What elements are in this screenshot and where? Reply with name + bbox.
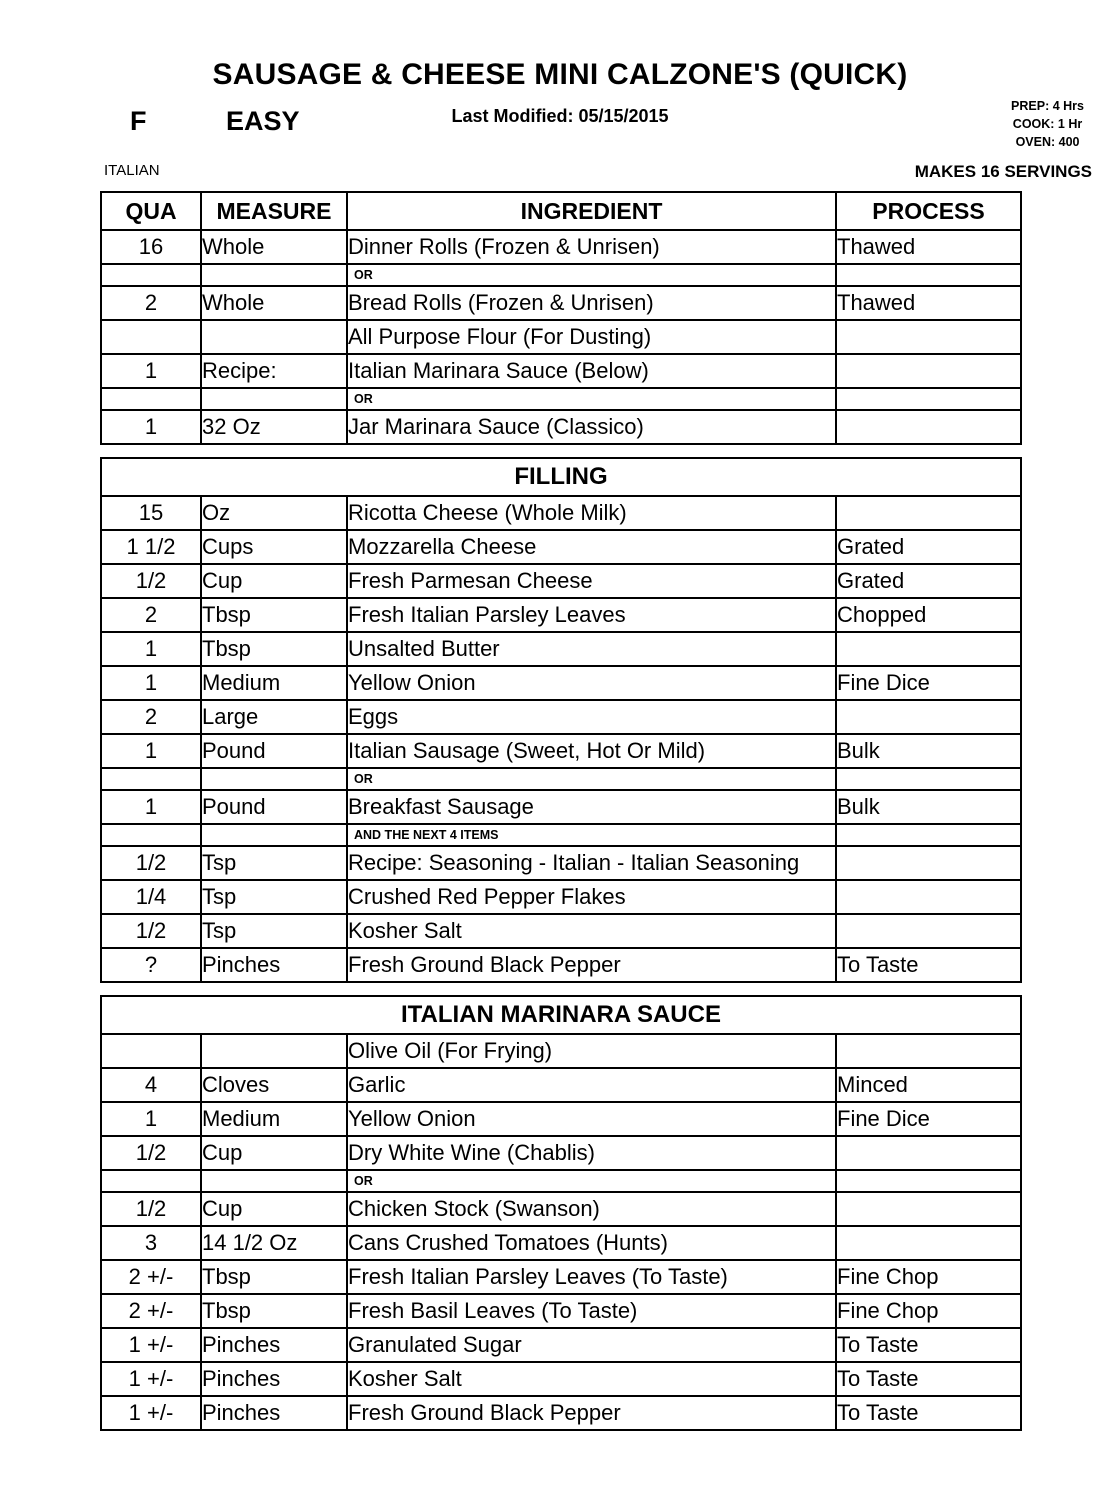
cell-measure: Oz — [201, 496, 347, 530]
section-gap — [101, 444, 1021, 458]
table-row — [101, 846, 1021, 880]
table-row — [101, 1328, 1021, 1362]
cell-ingredient: Italian Marinara Sauce (Below) — [347, 354, 836, 388]
cell-quantity: 4 — [101, 1068, 201, 1102]
note-qua-cell — [101, 768, 201, 790]
note-measure-cell — [201, 264, 347, 286]
cell-ingredient: Kosher Salt — [347, 1362, 836, 1396]
table-row — [101, 1192, 1021, 1226]
cell-ingredient: Cans Crushed Tomatoes (Hunts) — [347, 1226, 836, 1260]
cell-ingredient: Mozzarella Cheese — [347, 530, 836, 564]
cell-quantity: ? — [101, 948, 201, 982]
cell-process: Chopped — [836, 598, 1021, 632]
cell-process — [836, 846, 1021, 880]
cell-ingredient: Fresh Ground Black Pepper — [347, 1396, 836, 1430]
column-header-measure: MEASURE — [201, 192, 347, 230]
prep-time: PREP: 4 Hrs — [1011, 99, 1084, 113]
difficulty-letter: F — [130, 106, 147, 136]
table-row — [101, 286, 1021, 320]
table-body — [101, 230, 1021, 1430]
cell-quantity: 1 — [101, 790, 201, 824]
cell-quantity: 1 — [101, 1102, 201, 1136]
cell-ingredient: Bread Rolls (Frozen & Unrisen) — [347, 286, 836, 320]
cell-measure: Tbsp — [201, 1294, 347, 1328]
cell-process: To Taste — [836, 948, 1021, 982]
cell-quantity: 1 — [101, 666, 201, 700]
table-note-row — [101, 1170, 1021, 1192]
cell-quantity: 2 — [101, 598, 201, 632]
recipe-page — [0, 58, 1120, 1509]
cell-measure: Tbsp — [201, 632, 347, 666]
cell-process — [836, 880, 1021, 914]
cell-measure: Cup — [201, 1136, 347, 1170]
note-measure-cell — [201, 768, 347, 790]
note-measure-cell — [201, 1170, 347, 1192]
section-heading: FILLING — [101, 458, 1021, 496]
cell-process: Thawed — [836, 230, 1021, 264]
cell-ingredient: Recipe: Seasoning - Italian - Italian Seasoning — [347, 846, 836, 880]
cell-measure: Pinches — [201, 1362, 347, 1396]
cell-measure: Whole — [201, 230, 347, 264]
cell-process: Minced — [836, 1068, 1021, 1102]
note-qua-cell — [101, 264, 201, 286]
section-heading-row — [101, 458, 1021, 496]
cell-measure: Tsp — [201, 880, 347, 914]
cell-measure — [201, 320, 347, 354]
table-row — [101, 1136, 1021, 1170]
cell-ingredient: Yellow Onion — [347, 1102, 836, 1136]
cell-ingredient: Italian Sausage (Sweet, Hot Or Mild) — [347, 734, 836, 768]
cell-process — [836, 914, 1021, 948]
cell-measure: Medium — [201, 666, 347, 700]
table-row — [101, 632, 1021, 666]
cell-ingredient: Jar Marinara Sauce (Classico) — [347, 410, 836, 444]
cell-quantity: 1 — [101, 354, 201, 388]
note-text: AND THE NEXT 4 ITEMS — [347, 824, 836, 846]
cell-ingredient: Eggs — [347, 700, 836, 734]
cell-quantity: 1 — [101, 734, 201, 768]
cell-measure: Cup — [201, 564, 347, 598]
table-row — [101, 1396, 1021, 1430]
cell-process: Fine Dice — [836, 666, 1021, 700]
cell-process — [836, 1136, 1021, 1170]
cell-ingredient: Crushed Red Pepper Flakes — [347, 880, 836, 914]
cell-measure: Cups — [201, 530, 347, 564]
table-note-row — [101, 824, 1021, 846]
table-row — [101, 230, 1021, 264]
cell-measure: Pound — [201, 734, 347, 768]
table-row — [101, 320, 1021, 354]
table-header-row — [101, 192, 1021, 230]
cell-ingredient: Fresh Italian Parsley Leaves — [347, 598, 836, 632]
cell-process — [836, 1034, 1021, 1068]
cell-measure: Pound — [201, 790, 347, 824]
cell-quantity: 2 — [101, 286, 201, 320]
table-row — [101, 1294, 1021, 1328]
table-row — [101, 1034, 1021, 1068]
column-header-ingredient: INGREDIENT — [347, 192, 836, 230]
cell-ingredient: Breakfast Sausage — [347, 790, 836, 824]
cell-quantity: 2 +/- — [101, 1260, 201, 1294]
cell-ingredient: Yellow Onion — [347, 666, 836, 700]
cell-process — [836, 354, 1021, 388]
cuisine-label: ITALIAN — [104, 162, 160, 179]
cell-process — [836, 1192, 1021, 1226]
cell-process: Bulk — [836, 734, 1021, 768]
section-gap — [101, 982, 1021, 996]
cell-process: Fine Chop — [836, 1294, 1021, 1328]
table-row — [101, 914, 1021, 948]
cell-measure: Tbsp — [201, 1260, 347, 1294]
cell-process: Fine Chop — [836, 1260, 1021, 1294]
cell-ingredient: Ricotta Cheese (Whole Milk) — [347, 496, 836, 530]
cell-quantity: 1/4 — [101, 880, 201, 914]
cell-quantity: 1 +/- — [101, 1328, 201, 1362]
cell-ingredient: Fresh Ground Black Pepper — [347, 948, 836, 982]
cell-quantity: 1/2 — [101, 914, 201, 948]
column-header-qua: QUA — [101, 192, 201, 230]
note-process-cell — [836, 1170, 1021, 1192]
cell-process — [836, 410, 1021, 444]
cell-ingredient: Fresh Italian Parsley Leaves (To Taste) — [347, 1260, 836, 1294]
difficulty-label: EASY — [226, 106, 300, 136]
cell-process: To Taste — [836, 1396, 1021, 1430]
cell-measure: Medium — [201, 1102, 347, 1136]
cell-quantity: 3 — [101, 1226, 201, 1260]
note-measure-cell — [201, 824, 347, 846]
cell-quantity: 1/2 — [101, 564, 201, 598]
cell-process — [836, 632, 1021, 666]
cell-ingredient: All Purpose Flour (For Dusting) — [347, 320, 836, 354]
cell-measure: 32 Oz — [201, 410, 347, 444]
cell-quantity: 1 1/2 — [101, 530, 201, 564]
table-row — [101, 354, 1021, 388]
note-text: OR — [347, 768, 836, 790]
cell-measure: Large — [201, 700, 347, 734]
table-note-row — [101, 264, 1021, 286]
cell-process — [836, 1226, 1021, 1260]
cell-quantity: 2 — [101, 700, 201, 734]
cell-measure: Pinches — [201, 1396, 347, 1430]
cell-quantity: 1/2 — [101, 846, 201, 880]
note-text: OR — [347, 388, 836, 410]
cell-quantity: 1 +/- — [101, 1362, 201, 1396]
servings-label: MAKES 16 SERVINGS — [914, 162, 1092, 181]
cell-quantity: 15 — [101, 496, 201, 530]
note-process-cell — [836, 768, 1021, 790]
cell-measure — [201, 1034, 347, 1068]
header-meta-row — [0, 98, 1120, 160]
cell-ingredient: Garlic — [347, 1068, 836, 1102]
cell-ingredient: Kosher Salt — [347, 914, 836, 948]
cell-process: Grated — [836, 564, 1021, 598]
table-row — [101, 1068, 1021, 1102]
table-row — [101, 880, 1021, 914]
cell-quantity: 1 +/- — [101, 1396, 201, 1430]
note-qua-cell — [101, 824, 201, 846]
table-row — [101, 948, 1021, 982]
cell-quantity — [101, 320, 201, 354]
cell-process: Thawed — [836, 286, 1021, 320]
table-row — [101, 564, 1021, 598]
table-row — [101, 790, 1021, 824]
cell-quantity — [101, 1034, 201, 1068]
table-row — [101, 1102, 1021, 1136]
cell-process: Bulk — [836, 790, 1021, 824]
last-modified: Last Modified: 05/15/2015 — [451, 106, 669, 126]
cell-process — [836, 700, 1021, 734]
cell-ingredient: Unsalted Butter — [347, 632, 836, 666]
table-row — [101, 410, 1021, 444]
ingredients-table — [100, 191, 1022, 1431]
cell-process: To Taste — [836, 1328, 1021, 1362]
note-qua-cell — [101, 1170, 201, 1192]
column-header-process: PROCESS — [836, 192, 1021, 230]
table-row — [101, 1226, 1021, 1260]
cell-quantity: 16 — [101, 230, 201, 264]
cell-ingredient: Fresh Basil Leaves (To Taste) — [347, 1294, 836, 1328]
cell-ingredient: Dry White Wine (Chablis) — [347, 1136, 836, 1170]
cell-measure: Tsp — [201, 846, 347, 880]
cell-ingredient: Chicken Stock (Swanson) — [347, 1192, 836, 1226]
cell-measure: 14 1/2 Oz — [201, 1226, 347, 1260]
cell-measure: Recipe: — [201, 354, 347, 388]
cell-process — [836, 320, 1021, 354]
table-note-row — [101, 388, 1021, 410]
cell-quantity: 1 — [101, 632, 201, 666]
note-process-cell — [836, 264, 1021, 286]
table-row — [101, 1362, 1021, 1396]
cell-quantity: 1 — [101, 410, 201, 444]
table-row — [101, 1260, 1021, 1294]
cell-ingredient: Olive Oil (For Frying) — [347, 1034, 836, 1068]
cell-ingredient: Fresh Parmesan Cheese — [347, 564, 836, 598]
cell-process: Grated — [836, 530, 1021, 564]
cell-quantity: 2 +/- — [101, 1294, 201, 1328]
table-row — [101, 734, 1021, 768]
cell-process — [836, 496, 1021, 530]
cook-meta — [1011, 98, 1084, 151]
cook-time: COOK: 1 Hr — [1012, 116, 1083, 131]
cell-measure: Cloves — [201, 1068, 347, 1102]
table-row — [101, 598, 1021, 632]
cell-measure: Whole — [201, 286, 347, 320]
cell-measure: Pinches — [201, 948, 347, 982]
cell-quantity: 1/2 — [101, 1136, 201, 1170]
note-text: OR — [347, 264, 836, 286]
section-heading: ITALIAN MARINARA SAUCE — [101, 996, 1021, 1034]
note-text: OR — [347, 1170, 836, 1192]
table-row — [101, 496, 1021, 530]
note-qua-cell — [101, 388, 201, 410]
note-process-cell — [836, 824, 1021, 846]
cuisine-servings-row — [0, 162, 1120, 188]
cell-quantity: 1/2 — [101, 1192, 201, 1226]
note-process-cell — [836, 388, 1021, 410]
cell-measure: Tbsp — [201, 598, 347, 632]
table-row — [101, 530, 1021, 564]
cell-ingredient: Granulated Sugar — [347, 1328, 836, 1362]
table-header — [101, 192, 1021, 230]
cell-process: To Taste — [836, 1362, 1021, 1396]
note-measure-cell — [201, 388, 347, 410]
table-row — [101, 700, 1021, 734]
table-note-row — [101, 768, 1021, 790]
section-heading-row — [101, 996, 1021, 1034]
cell-measure: Pinches — [201, 1328, 347, 1362]
page-title: SAUSAGE & CHEESE MINI CALZONE'S (QUICK) — [212, 58, 908, 91]
table-row — [101, 666, 1021, 700]
cell-measure: Tsp — [201, 914, 347, 948]
cell-measure: Cup — [201, 1192, 347, 1226]
cell-process: Fine Dice — [836, 1102, 1021, 1136]
cell-ingredient: Dinner Rolls (Frozen & Unrisen) — [347, 230, 836, 264]
oven-temp: OVEN: 400 — [1015, 134, 1080, 149]
